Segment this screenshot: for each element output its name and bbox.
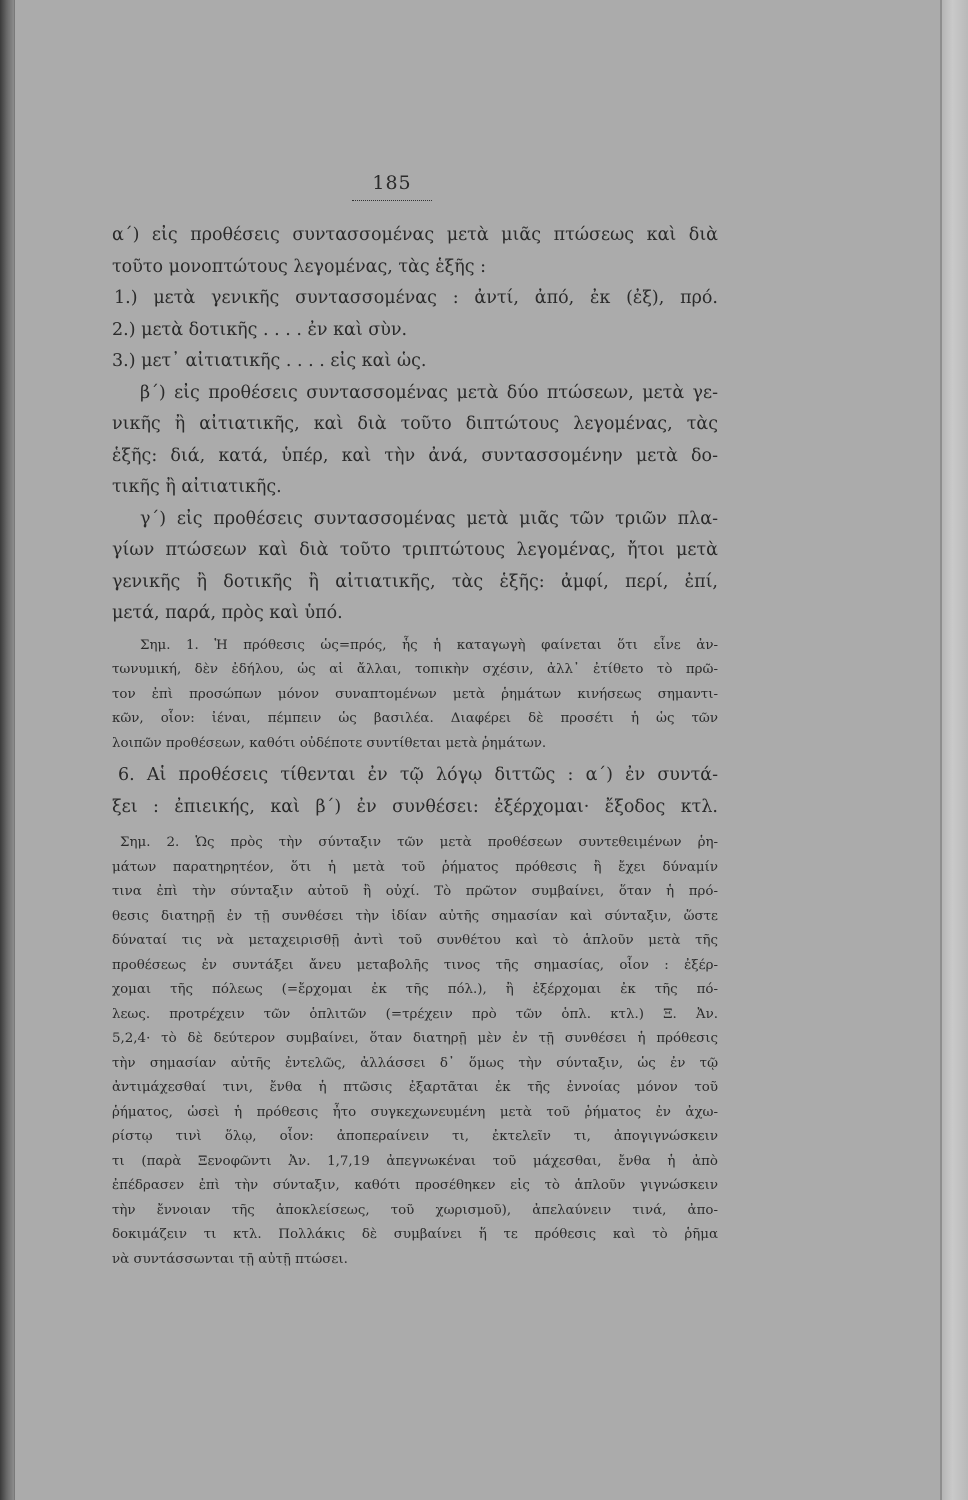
- page-text: [112, 220, 718, 1272]
- text-line: 1.) μετὰ γενικῆς συντασσομένας : ἀντί, ἀπό, ἐκ (ἐξ), πρό.: [114, 288, 718, 308]
- text-line: 3.) μετ᾽ αἰτιατικῆς . . . . εἰς καὶ ὡς.: [112, 351, 427, 371]
- text-line: ἀντιμάχεσθαί τινι, ἔνθα ἡ πτῶσις ἐξαρτᾶται ἐκ τῆς ἐννοίας μόνον τοῦ: [112, 1080, 718, 1095]
- text-line: ξει : ἐπιεικής, καὶ β΄) ἐν συνθέσει: ἐξέρχομαι· ἔξοδος κτλ.: [112, 796, 718, 817]
- text-line: τὴν ἔννοιαν τῆς ἀποκλείσεως, τοῦ χωρισμοῦ), ἀπελαύνειν τινά, ἀπο-: [112, 1202, 718, 1218]
- text-line: τωνυμική, δὲν ἐδήλου, ὡς αἱ ἄλλαι, τοπικὴν σχέσιν, ἀλλ᾽ ἐτίθετο τὸ πρῶ-: [112, 662, 718, 677]
- text-line: γίων πτώσεων καὶ διὰ τοῦτο τριπτώτους λεγομένας, ἤτοι μετὰ: [112, 540, 718, 560]
- text-line: 5,2,4· τὸ δὲ δεύτερον συμβαίνει, ὅταν διατηρῇ μὲν ἐν τῇ συνθέσει ἡ πρόθεσις: [112, 1031, 718, 1046]
- paragraph-a: [112, 220, 718, 378]
- text-line: γενικῆς ἢ δοτικῆς ἢ αἰτιατικῆς, τὰς ἑξῆς: ἀμφί, περί, ἐπί,: [112, 571, 718, 592]
- text-line: β΄) εἰς προθέσεις συντασσομένας μετὰ δύο πτώσεων, μετὰ γε-: [140, 382, 718, 403]
- text-line: θεσις διατηρῇ ἐν τῇ συνθέσει τὴν ἰδίαν αὐτῆς σημασίαν καὶ σύνταξιν, ὥστε: [112, 908, 718, 924]
- note-2: [112, 831, 718, 1272]
- text-line: λοιπῶν προθέσεων, καθότι οὐδέποτε συντίθεται μετὰ ῥημάτων.: [112, 735, 547, 751]
- book-gutter: [0, 0, 14, 1500]
- text-line: προθέσεως ἐν συντάξει ἄνευ μεταβολῆς τινος τῆς σημασίας, οἷον : ἐξέρ-: [112, 957, 718, 973]
- page-number: 185: [372, 172, 412, 194]
- text-line: Σημ. 1. Ἡ πρόθεσις ὡς=πρός, ἧς ἡ καταγωγὴ φαίνεται ὅτι εἶνε ἀν-: [140, 637, 718, 653]
- page-number-rule: [352, 200, 432, 201]
- text-line: α΄) εἰς προθέσεις συντασσομένας μετὰ μιᾶς πτώσεως καὶ διὰ: [112, 225, 718, 245]
- text-line: νὰ συντάσσωνται τῇ αὐτῇ πτώσει.: [112, 1251, 348, 1267]
- text-line: τινα ἐπὶ τὴν σύνταξιν αὐτοῦ ἢ οὐχί. Τὸ πρῶτον συμβαίνει, ὅταν ἡ πρό-: [112, 884, 718, 899]
- text-line: ἑξῆς: διά, κατά, ὑπέρ, καὶ τὴν ἀνά, συντασσομένην μετὰ δο-: [112, 445, 718, 466]
- text-line: δοκιμάζειν τι κτλ. Πολλάκις δὲ συμβαίνει ἥ τε πρόθεσις καὶ τὸ ῥῆμα: [112, 1227, 718, 1242]
- text-line: τικῆς ἢ αἰτιατικῆς.: [112, 477, 282, 497]
- text-line: κῶν, οἷον: ἰέναι, πέμπειν ὡς βασιλέα. Διαφέρει δὲ προσέτι ἡ ὡς τῶν: [112, 711, 718, 726]
- text-line: Σημ. 2. Ὡς πρὸς τὴν σύνταξιν τῶν μετὰ προθέσεων συντεθειμένων ῥη-: [120, 835, 718, 850]
- text-line: ῥήματος, ὡσεὶ ἡ πρόθεσις ἦτο συγκεχωνευμένη μετὰ τοῦ ῥήματος ἐν ἀχω-: [112, 1104, 718, 1120]
- text-line: ἐπέδρασεν ἐπὶ τὴν σύνταξιν, καθότι προσέθηκεν εἰς τὸ ἁπλοῦν γιγνώσκειν: [112, 1178, 718, 1193]
- text-line: λεως. προτρέχειν τῶν ὁπλιτῶν (=τρέχειν πρὸ τῶν ὁπλ. κτλ.) Ξ. Ἀν.: [112, 1006, 718, 1022]
- text-line: τοῦτο μονοπτώτους λεγομένας, τὰς ἑξῆς :: [112, 256, 487, 277]
- page-edge: [940, 0, 968, 1500]
- text-line: 6. Αἱ προθέσεις τίθενται ἐν τῷ λόγῳ διττῶς : α΄) ἐν συντά-: [118, 765, 718, 785]
- paragraph-c: [112, 504, 718, 630]
- text-line: δύναταί τις νὰ μεταχειρισθῇ ἀντὶ τοῦ συνθέτου καὶ τὸ ἁπλοῦν μετὰ τῆς: [112, 933, 718, 948]
- text-line: 2.) μετὰ δοτικῆς . . . . ἐν καὶ σὺν.: [112, 319, 408, 340]
- text-line: τι (παρὰ Ξενοφῶντι Ἀν. 1,7,19 ἀπεγνωκέναι τοῦ μάχεσθαι, ἔνθα ἡ ἀπὸ: [112, 1153, 718, 1169]
- text-line: μάτων παρατηρητέον, ὅτι ἡ μετὰ τοῦ ῥήματος πρόθεσις ἢ ἔχει δύναμίν: [112, 859, 718, 875]
- paragraph-b: [112, 378, 718, 504]
- text-line: τὴν σημασίαν αὐτῆς ἐντελῶς, ἀλλάσσει δ᾽ ὅμως τὴν σύνταξιν, ὡς ἐν τῷ: [112, 1055, 718, 1071]
- text-line: γ΄) εἰς προθέσεις συντασσομένας μετὰ μιᾶς τῶν τριῶν πλα-: [140, 508, 718, 529]
- text-line: ρίστῳ τινὶ ὅλῳ, οἷον: ἀποπεραίνειν τι, ἐκτελεῖν τι, ἀπογιγνώσκειν: [112, 1129, 718, 1144]
- text-line: μετά, παρά, πρὸς καὶ ὑπό.: [112, 603, 343, 623]
- text-line: τον ἐπὶ προσώπων μόνον συναπτομένων μετὰ ῥημάτων κινήσεως σημαντι-: [112, 686, 718, 702]
- text-line: χομαι τῆς πόλεως (=ἔρχομαι ἐκ τῆς πόλ.), ἢ ἐξέρχομαι ἐκ τῆς πό-: [112, 982, 718, 997]
- section-6: [112, 760, 718, 823]
- note-1: [112, 634, 718, 757]
- text-line: νικῆς ἢ αἰτιατικῆς, καὶ διὰ τοῦτο διπτώτους λεγομένας, τὰς: [112, 414, 718, 434]
